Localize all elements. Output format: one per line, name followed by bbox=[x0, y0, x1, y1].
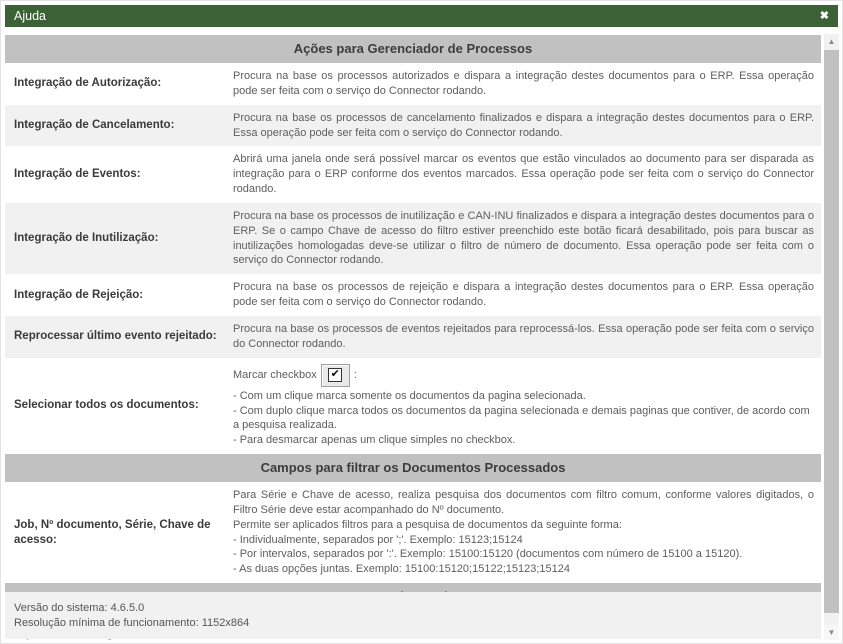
list-item: - As duas opções juntas. Exemplo: 15100:15120;15122;15123;15124 bbox=[233, 563, 570, 576]
action-row-label: Selecionar todos os documentos: bbox=[14, 399, 199, 412]
action-row-description: Abrirá uma janela onde será possível marcar os eventos que estão vinculados ao documento para ser disparada as integração para o ERP conforme dos eventos marcados. Essa operação pode ser feita com o serviço do Connector rodando. bbox=[233, 153, 814, 196]
list-item: - Por intervalos, separados por ':'. Exemplo: 15100:15120 (documentos com número de 15100 a 15120). bbox=[233, 548, 743, 561]
checkbox-instruction-colon: : bbox=[353, 368, 357, 381]
section-header-filters: Campos para filtrar os Documentos Processados bbox=[5, 454, 821, 482]
checkbox-instruction-line bbox=[233, 364, 814, 387]
filter-description-line: Para Série e Chave de acesso, realiza pesquisa dos documentos com filtro comum, conforme valores digitados, o Filtro Série deve estar acompanhado do Nº documento. bbox=[233, 489, 814, 516]
action-row-selecionar-todos bbox=[5, 358, 821, 454]
scroll-up-icon[interactable] bbox=[824, 34, 839, 49]
checkmark-icon bbox=[328, 368, 342, 382]
action-row-reprocessar bbox=[5, 316, 821, 358]
dialog-content bbox=[5, 35, 821, 644]
system-version-text: Versão do sistema: 4.6.5.0 bbox=[14, 602, 145, 614]
action-row-description: Procura na base os processos autorizados e dispara a integração destes documentos para o ERP. Essa operação pode ser feita com o serviço do Connector rodando. bbox=[233, 70, 814, 97]
minimum-resolution-text: Resolução mínima de funcionamento: 1152x864 bbox=[14, 616, 250, 629]
dialog-titlebar bbox=[5, 5, 838, 27]
action-row-description: Procura na base os processos de inutilização e CAN-INU finalizados e dispara a integração destes documentos para o ERP. Se o campo Chave de acesso do filtro estiver preenchido este botão ficará desabilitado, pois para buscar as inutilizações homologadas deve-se utilizar o filtro de número de documento. Essa operação pode ser feita com o serviço do Connector rodando. bbox=[233, 209, 814, 267]
vertical-scrollbar[interactable] bbox=[824, 34, 839, 640]
action-row-label: Integração de Autorização: bbox=[14, 77, 162, 90]
action-row-description bbox=[233, 364, 821, 448]
scrollbar-thumb[interactable] bbox=[824, 50, 839, 613]
action-row-label: Integração de Rejeição: bbox=[14, 288, 144, 301]
action-row-label: Reprocessar último evento rejeitado: bbox=[14, 330, 217, 343]
checkbox-instruction-text: Marcar checkbox bbox=[233, 368, 317, 381]
list-item: - Com um clique marca somente os documentos da pagina selecionada. bbox=[233, 389, 586, 402]
filter-row-label: Job, Nº documento, Série, Chave de acesso: bbox=[14, 518, 211, 546]
system-info-footer bbox=[5, 592, 821, 639]
action-row-autorizacao bbox=[5, 63, 821, 105]
action-row-cancelamento bbox=[5, 105, 821, 147]
action-row-inutilizacao bbox=[5, 203, 821, 274]
filter-row-description bbox=[233, 488, 821, 577]
checked-checkbox-icon bbox=[321, 364, 350, 387]
section-header-actions: Ações para Gerenciador de Processos bbox=[5, 35, 821, 63]
filter-description-line: Permite ser aplicados filtros para a pesquisa de documentos da seguinte forma: bbox=[233, 518, 622, 531]
list-item: - Para desmarcar apenas um clique simples no checkbox. bbox=[233, 434, 516, 447]
list-item: - Com duplo clique marca todos os documentos da pagina selecionada e demais paginas que contiver, de acordo com a pesquisa realizada. bbox=[233, 404, 810, 432]
dialog-title: Ajuda bbox=[14, 9, 46, 23]
close-icon[interactable]: ✖ bbox=[819, 9, 829, 22]
action-row-label: Integração de Cancelamento: bbox=[14, 119, 175, 132]
list-item: - Individualmente, separados por ';'. Exemplo: 15123;15124 bbox=[233, 533, 523, 546]
filter-row-job bbox=[5, 482, 821, 583]
action-row-description: Procura na base os processos de rejeição e dispara a integração destes documentos para o ERP. Essa operação pode ser feita com o serviço do Connector rodando. bbox=[233, 281, 814, 309]
action-row-description: Procura na base os processos de eventos rejeitados para reprocessá-los. Essa operação pode ser feita com o serviço do Connector rodando. bbox=[233, 322, 814, 350]
action-row-label: Integração de Eventos: bbox=[14, 168, 141, 181]
action-row-description: Procura na base os processos de cancelamento finalizados e dispara a integração destes documentos para o ERP. Essa operação pode ser feita com o serviço do Connector rodando. bbox=[233, 111, 814, 139]
action-row-rejeicao bbox=[5, 274, 821, 316]
action-row-eventos bbox=[5, 146, 821, 203]
action-row-label: Integração de Inutilização: bbox=[14, 232, 159, 245]
scroll-down-icon[interactable] bbox=[824, 625, 839, 640]
